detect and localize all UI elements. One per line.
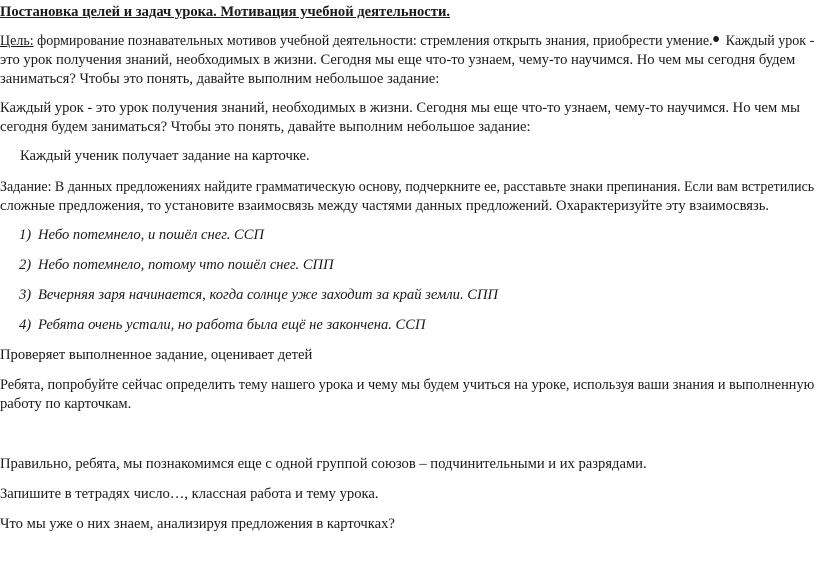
goal-text: формирование познавательных мотивов учебной деятельности: стремления открыть знания, приобрести умение. — [33, 33, 713, 49]
list-text: Вечерняя заря начинается, когда солнце уже заходит за край земли. СПП — [38, 287, 499, 303]
list-number: 2) — [19, 257, 32, 273]
goal-line — [0, 32, 814, 51]
write-line: Запишите в тетрадях число…, классная работа и тему урока. — [0, 486, 379, 502]
answer-line: Правильно, ребята, мы познакомимся еще с одной группой союзов – подчинительными и их разрядами. — [0, 456, 647, 472]
goal-line-3: заниматься? Чтобы это понять, давайте выполним небольшое задание: — [0, 71, 440, 87]
list-item — [19, 286, 498, 305]
task-line-2: сложные предложения, то установите взаимосвязь между частями данных предложений. Охарактеризуйте эту взаимосвязь. — [0, 198, 770, 214]
check-line: Проверяет выполненное задание, оценивает детей — [0, 347, 313, 363]
list-text: Небо потемнело, потому что пошёл снег. СПП — [38, 257, 334, 273]
list-text: Ребята очень устали, но работа была ещё не закончена. ССП — [38, 317, 426, 333]
goal-continuation: Каждый урок - — [722, 33, 815, 49]
paragraph-1-line-2: сегодня будем заниматься? Чтобы это понять, давайте выполним небольшое задание: — [0, 119, 531, 135]
question-line-1: Ребята, попробуйте сейчас определить тему нашего урока и чему мы будем учиться на уроке, используя ваши знания и выполненную — [0, 377, 815, 393]
final-question-line: Что мы уже о них знаем, анализируя предложения в карточках? — [0, 516, 395, 532]
list-number: 1) — [19, 227, 32, 243]
list-number: 4) — [19, 317, 32, 333]
goal-line-2: это урок получения знаний, необходимых в жизни. Сегодня мы еще что-то узнаем, чему-то научимся. Но чем мы сегодня будем — [0, 52, 796, 68]
list-item — [19, 226, 264, 245]
list-text: Небо потемнело, и пошёл снег. ССП — [38, 227, 265, 243]
card-note: Каждый ученик получает задание на карточке. — [20, 148, 310, 164]
paragraph-1-line-1: Каждый урок - это урок получения знаний, необходимых в жизни. Сегодня мы еще что-то узнаем, чему-то научимся. Но чем мы — [0, 100, 800, 116]
goal-label: Цель: — [0, 33, 34, 49]
task-line-1: Задание: В данных предложениях найдите грамматическую основу, подчеркните ее, расставьте знаки препинания. Если вам встретились — [0, 179, 815, 195]
list-number: 3) — [19, 287, 32, 303]
list-item — [19, 316, 426, 335]
section-heading: Постановка целей и задач урока. Мотивация учебной деятельности. — [0, 4, 450, 20]
bullet-icon — [714, 36, 720, 42]
list-item — [19, 256, 334, 275]
question-line-2: работу по карточкам. — [0, 396, 132, 412]
